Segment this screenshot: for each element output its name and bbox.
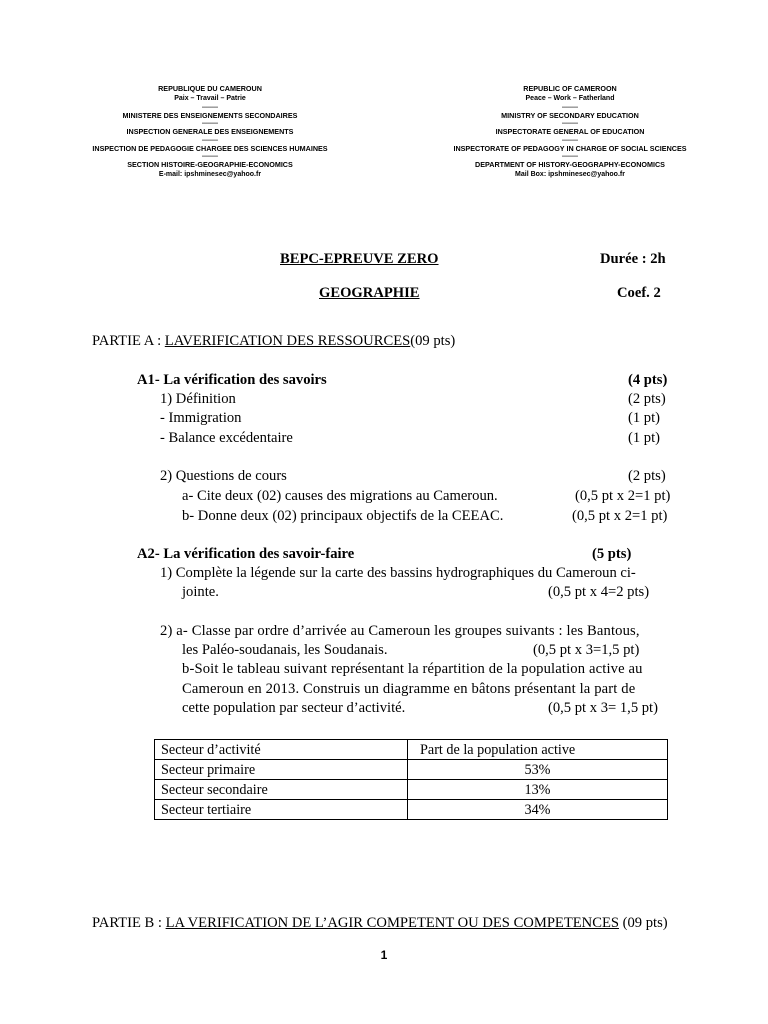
- separator: --------: [202, 137, 218, 144]
- section-en: DEPARTMENT OF HISTORY-GEOGRAPHY-ECONOMICS: [475, 160, 665, 170]
- a2-q1-line1: 1) Complète la légende sur la carte des bassins hydrographiques du Cameroun ci-: [160, 565, 636, 581]
- a2-q2-points-b: (0,5 pt x 3= 1,5 pt): [548, 700, 658, 716]
- motto-fr: Paix – Travail – Patrie: [174, 95, 246, 103]
- a1-q1-points: (2 pts): [628, 391, 666, 407]
- a1-points: (4 pts): [628, 372, 668, 388]
- table-cell: Secteur secondaire: [155, 780, 408, 800]
- ministry-en: MINISTRY OF SECONDARY EDUCATION: [501, 110, 639, 120]
- section-fr: SECTION HISTOIRE-GEOGRAPHIE-ECONOMICS: [127, 160, 293, 170]
- table-cell: 13%: [408, 780, 668, 800]
- a2-q2-line3: b-Soit le tableau suivant représentant la répartition de la population active au: [182, 661, 643, 677]
- part-b-heading: [92, 915, 668, 932]
- table-row: [155, 800, 668, 820]
- separator: --------: [202, 104, 218, 111]
- separator: --------: [562, 104, 578, 111]
- inspection-en: INSPECTORATE GENERAL OF EDUCATION: [495, 127, 645, 137]
- a1-q2a: a- Cite deux (02) causes des migrations au Cameroun.: [182, 488, 498, 504]
- part-a-points: (09 pts): [410, 333, 456, 349]
- part-b-points: (09 pts): [618, 915, 668, 931]
- a2-q2-line4: Cameroun en 2013. Construis un diagramme en bâtons présentant la part de: [182, 681, 636, 697]
- separator: --------: [562, 137, 578, 144]
- header-left: [60, 84, 360, 181]
- exam-title: BEPC-EPREUVE ZERO: [280, 251, 439, 267]
- part-a-title: LAVERIFICATION DES RESSOURCES: [164, 333, 411, 349]
- a1-q1a-points: (1 pt): [628, 410, 661, 426]
- country-fr: REPUBLIQUE DU CAMEROUN: [158, 84, 262, 93]
- pedagogy-fr: INSPECTION DE PEDAGOGIE CHARGEE DES SCIENCES HUMAINES: [92, 143, 328, 153]
- a2-q2-points-a: (0,5 pt x 3=1,5 pt): [533, 642, 640, 658]
- table-row: [155, 760, 668, 780]
- a2-q1-points: (0,5 pt x 4=2 pts): [548, 584, 650, 600]
- a1-q1b: - Balance excédentaire: [160, 430, 293, 446]
- a2-q1-line2: jointe.: [182, 584, 219, 600]
- part-a-heading: [92, 333, 455, 350]
- table-cell: Secteur primaire: [155, 760, 408, 780]
- a2-points: (5 pts): [592, 546, 632, 562]
- table-header-cell: Part de la population active: [408, 740, 668, 760]
- table-header-cell: Secteur d’activité: [155, 740, 408, 760]
- ministry-fr: MINISTERE DES ENSEIGNEMENTS SECONDAIRES: [122, 110, 298, 120]
- part-b-prefix: PARTIE B :: [92, 915, 166, 931]
- table-header-row: [155, 740, 668, 760]
- table-row: [155, 780, 668, 800]
- exam-duration: Durée : 2h: [600, 251, 666, 267]
- a2-title: A2- La vérification des savoir-faire: [137, 546, 355, 562]
- separator: --------: [202, 121, 218, 128]
- a2-q2-line1: 2) a- Classe par ordre d’arrivée au Cameroun les groupes suivants : les Bantous,: [160, 623, 640, 639]
- table-cell: Secteur tertiaire: [155, 800, 408, 820]
- a1-q2: 2) Questions de cours: [160, 468, 287, 484]
- separator: --------: [562, 121, 578, 128]
- separator: --------: [562, 154, 578, 161]
- email-en: Mail Box: ipshminesec@yahoo.fr: [515, 171, 625, 179]
- inspection-fr: INSPECTION GENERALE DES ENSEIGNEMENTS: [126, 127, 294, 137]
- exam-subject: GEOGRAPHIE: [319, 285, 420, 301]
- table-cell: 53%: [408, 760, 668, 780]
- header-right: [420, 84, 720, 181]
- a2-q2-line2: les Paléo-soudanais, les Soudanais.: [182, 642, 388, 658]
- pedagogy-en: INSPECTORATE OF PEDAGOGY IN CHARGE OF SOCIAL SCIENCES: [453, 143, 687, 153]
- a1-title: A1- La vérification des savoirs: [137, 372, 327, 388]
- part-a-prefix: PARTIE A :: [92, 333, 165, 349]
- a1-q2b: b- Donne deux (02) principaux objectifs de la CEEAC.: [182, 508, 504, 524]
- a2-q2-line5: cette population par secteur d’activité.: [182, 700, 406, 716]
- a1-q2-points: (2 pts): [628, 468, 666, 484]
- a1-q2b-points: (0,5 pt x 2=1 pt): [572, 508, 668, 524]
- a1-q1b-points: (1 pt): [628, 430, 661, 446]
- country-en: REPUBLIC OF CAMEROON: [523, 84, 617, 93]
- page-number: 1: [380, 948, 388, 962]
- a1-q2a-points: (0,5 pt x 2=1 pt): [575, 488, 671, 504]
- separator: --------: [202, 154, 218, 161]
- exam-coef: Coef. 2: [617, 285, 661, 301]
- table-cell: 34%: [408, 800, 668, 820]
- a1-q1a: - Immigration: [160, 410, 242, 426]
- part-b-title: LA VERIFICATION DE L’AGIR COMPETENT OU DES COMPETENCES: [165, 915, 619, 931]
- a1-q1: 1) Définition: [160, 391, 236, 407]
- motto-en: Peace – Work – Fatherland: [525, 95, 615, 103]
- population-table: [154, 739, 668, 820]
- email-fr: E-mail: ipshminesec@yahoo.fr: [158, 171, 262, 179]
